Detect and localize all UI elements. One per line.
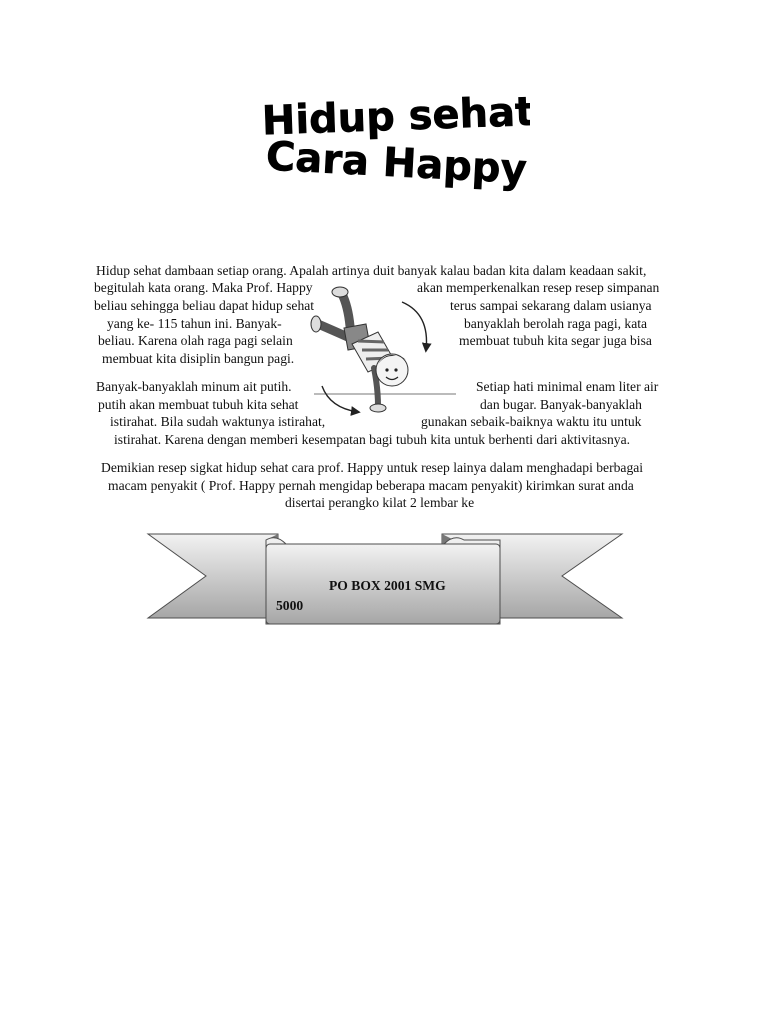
- paragraph1-line: membuat tubuh kita segar juga bisa: [459, 333, 652, 348]
- paragraph2-line: Setiap hati minimal enam liter air: [476, 379, 659, 394]
- paragraph2-line: istirahat. Karena dengan memberi kesempatan bagi tubuh kita untuk berhenti dari aktivitasnya.: [114, 432, 631, 447]
- title-line1: Hidup sehat: [261, 88, 530, 145]
- paragraph1-line: terus sampai sekarang dalam usianya: [450, 298, 652, 313]
- paragraph2-line: gunakan sebaik-baiknya waktu itu untuk: [421, 414, 642, 429]
- paragraph2-line: Banyak-banyaklah minum ait putih.: [96, 379, 292, 394]
- paragraph2-line: istirahat. Bila sudah waktunya istirahat,: [110, 414, 326, 429]
- paragraph2-line: putih akan membuat tubuh kita sehat: [98, 397, 299, 412]
- paragraph2-line: dan bugar. Banyak-banyaklah: [480, 397, 642, 412]
- address-banner: [146, 532, 624, 632]
- paragraph1-line: yang ke- 115 tahun ini. Banyak-: [107, 316, 282, 331]
- paragraph1-line: begitulah kata orang. Maka Prof. Happy: [94, 280, 313, 295]
- paragraph3-line: macam penyakit ( Prof. Happy pernah mengidap beberapa macam penyakit) kirimkan surat anda: [108, 478, 634, 493]
- paragraph1-line: beliau sehingga beliau dapat hidup sehat: [94, 298, 315, 313]
- paragraph1-line: beliau. Karena olah raga pagi selain: [98, 333, 293, 348]
- paragraph1-line: banyaklah berolah raga pagi, kata: [464, 316, 648, 331]
- title-wordart: [250, 82, 530, 192]
- paragraph1-line: Hidup sehat dambaan setiap orang. Apalah artinya duit banyak kalau badan kita dalam keadaan sakit,: [96, 263, 647, 278]
- banner-address-line2: 5000: [276, 598, 304, 613]
- paragraph1-line: akan memperkenalkan resep resep simpanan: [417, 280, 660, 295]
- paragraph1-line: membuat kita disiplin bangun pagi.: [102, 351, 295, 366]
- banner-address-line1: PO BOX 2001 SMG: [329, 578, 446, 593]
- paragraph3-line: disertai perangko kilat 2 lembar ke: [285, 495, 475, 510]
- title-line2: Cara Happy: [264, 133, 528, 192]
- paragraph3-line: Demikian resep sigkat hidup sehat cara prof. Happy untuk resep lainya dalam menghadapi berbagai: [101, 460, 644, 475]
- cartwheeling-boy-icon: [308, 284, 458, 420]
